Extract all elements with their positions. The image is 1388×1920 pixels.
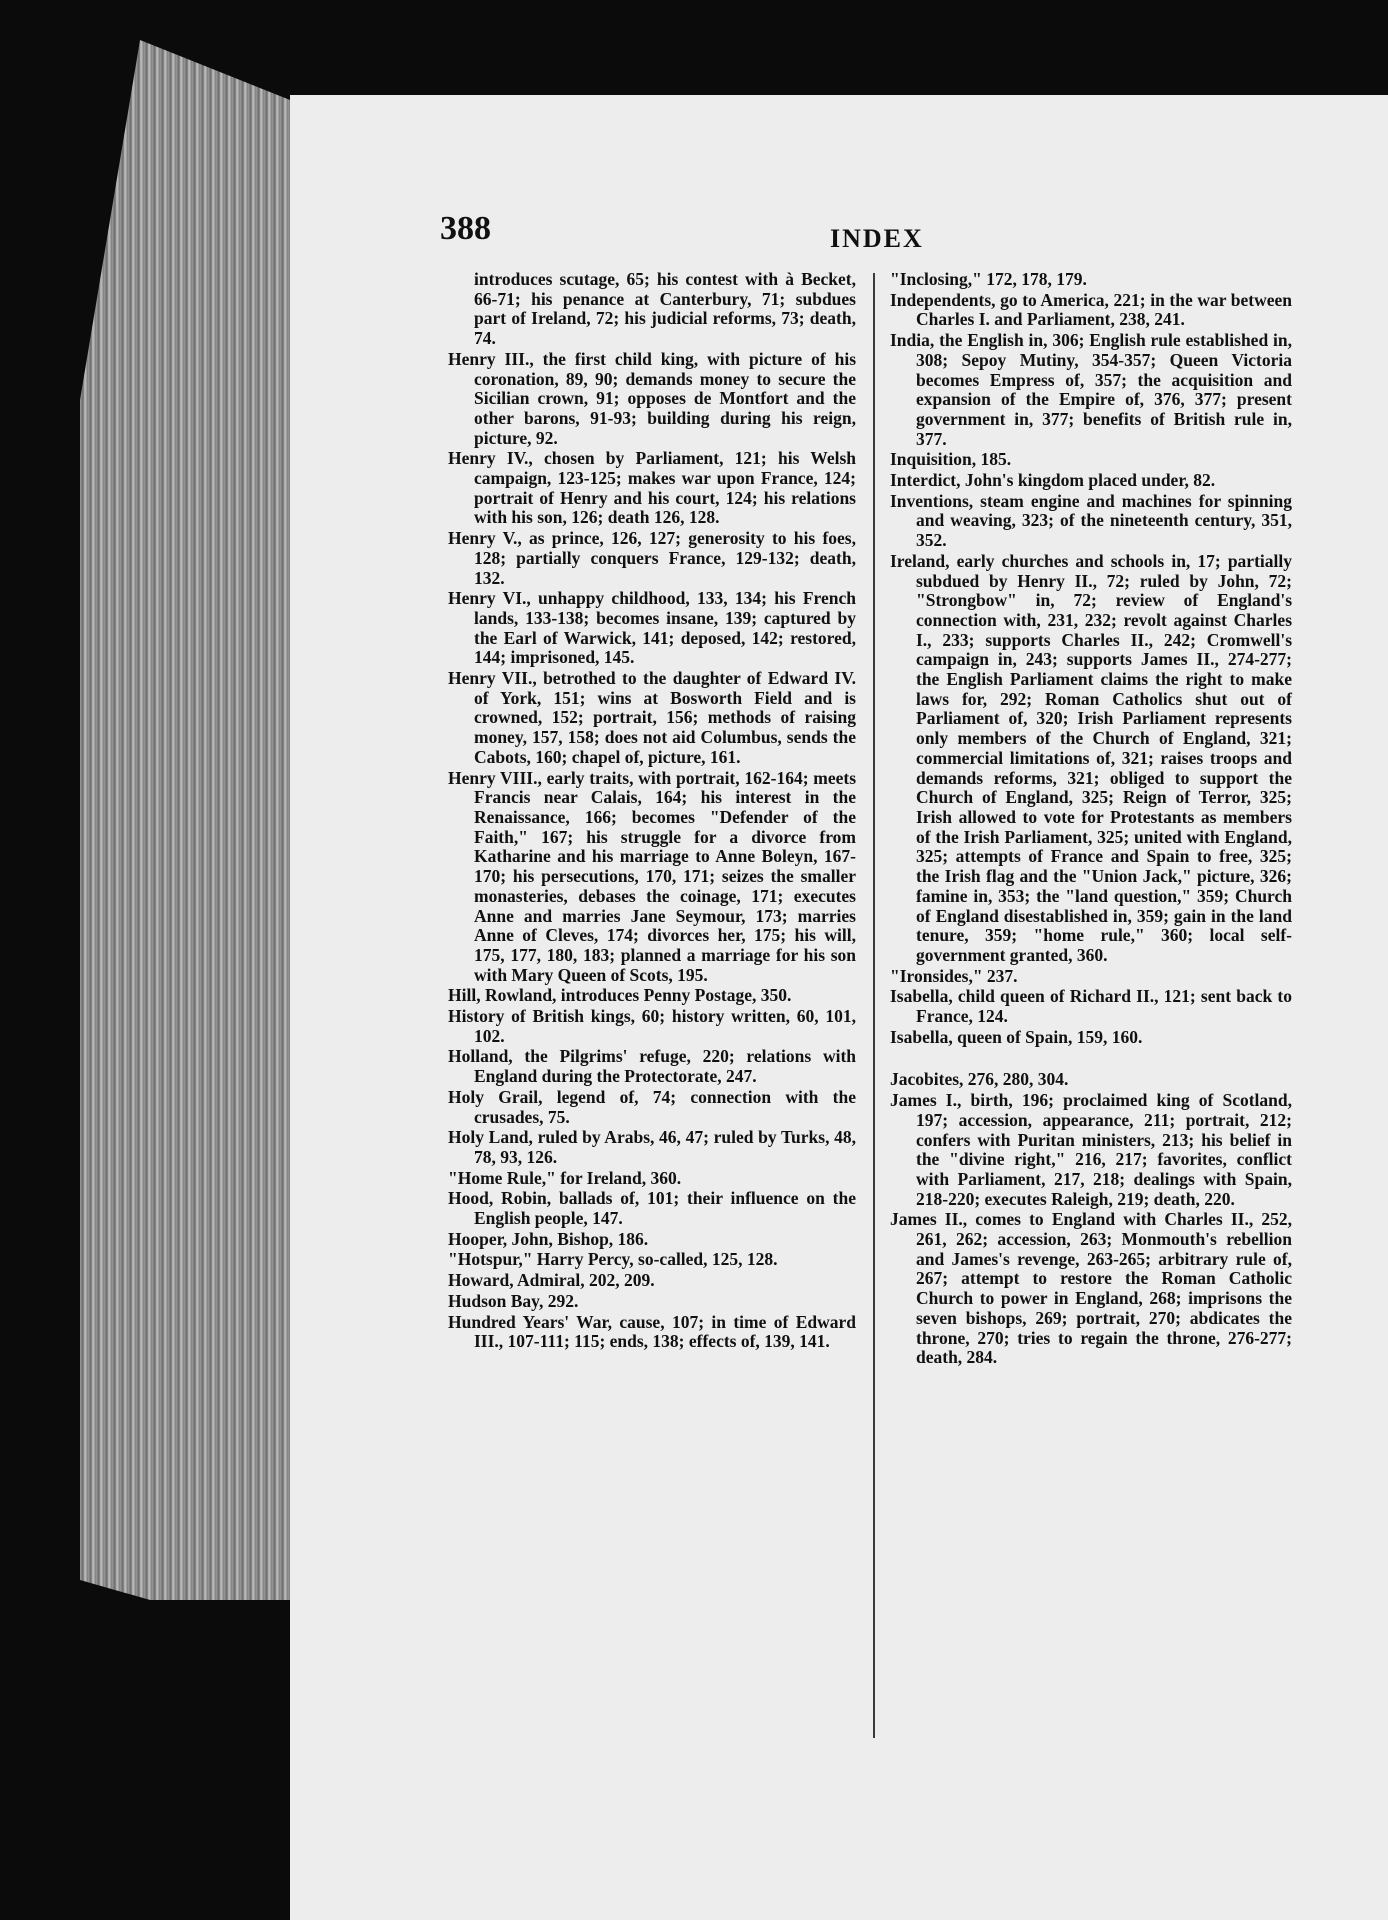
- index-entry: Hooper, John, Bishop, 186.: [448, 1228, 649, 1249]
- index-entry: Henry IV., chosen by Parliament, 121; his Welsh campaign, 123-125; makes war upon France, 124; portrait of Henry and his court, 124; his relations with his son, 126; death 126, 128.: [448, 448, 856, 528]
- index-entry: Inquisition, 185.: [890, 449, 1012, 470]
- letter-section-gap: [890, 1048, 1292, 1070]
- index-entry: "Hotspur," Harry Percy, so-called, 125, 128.: [448, 1249, 778, 1270]
- index-entry: India, the English in, 306; English rule established in, 308; Sepoy Mutiny, 354-357; Queen Victoria becomes Empress of, 357; the acquisition and expansion of the Empire of, 376, 377; present government in, 377; benefits of British rule in, 377.: [890, 330, 1292, 449]
- index-entry: Holland, the Pilgrims' refuge, 220; relations with England during the Protectorate, 247.: [448, 1046, 856, 1087]
- index-entry: Ireland, early churches and schools in, 17; partially subdued by Henry II., 72; ruled by John, 72; "Strongbow" in, 72; review of England's connection with, 231, 232; revolt against Charles I., 233; supports Charles II., 242; Cromwell's campaign in, 243; supports James II., 274-277; the English Parliament claims the right to make laws for, 292; Roman Catholics shut out of Parliament of, 320; Irish Parliament represents only members of the Church of England, 321; commercial limitations of, 321; raises troops and demands reforms, 321; obliged to support the Church of England, 325; Reign of Terror, 325; Irish allowed to vote for Protestants as members of the Irish Parliament, 325; united with England, 325; attempts of France and Spain to free, 325; the Irish flag and the "Union Jack," picture, 326; famine in, 353; the "land question," 359; Church of England disestablished in, 359; gain in the land tenure, 359; "home rule," 360; local self-government granted, 360.: [890, 550, 1292, 965]
- index-entry: Isabella, child queen of Richard II., 121; sent back to France, 124.: [890, 986, 1292, 1027]
- page-header: [440, 210, 1270, 260]
- index-entry: James I., birth, 196; proclaimed king of Scotland, 197; accession, appearance, 211; portrait, 212; confers with Puritan ministers, 213; his belief in the "divine right," 216, 217; favorites, conflict with Parliament, 217, 218; dealings with Spain, 218-220; executes Raleigh, 219; death, 220.: [890, 1090, 1292, 1209]
- index-entry: Holy Land, ruled by Arabs, 46, 47; ruled by Turks, 48, 78, 93, 126.: [448, 1127, 856, 1167]
- index-entry: introduces scutage, 65; his contest with à Becket, 66-71; his penance at Canterbury, 71; subdues part of Ireland, 72; his judicial reforms, 73; death, 74.: [474, 269, 856, 349]
- index-entry: Independents, go to America, 221; in the war between Charles I. and Parliament, 238, 241.: [890, 289, 1292, 330]
- page-number: 388: [440, 210, 491, 247]
- index-entry: Henry VII., betrothed to the daughter of Edward IV. of York, 151; wins at Bosworth Field and is crowned, 152; portrait, 156; methods of raising money, 157, 158; does not aid Columbus, sends the Cabots, 160; chapel of, picture, 161.: [448, 668, 856, 767]
- index-entry: Interdict, John's kingdom placed under, 82.: [890, 470, 1216, 491]
- index-entry: Holy Grail, legend of, 74; connection with the crusades, 75.: [448, 1086, 856, 1127]
- index-entry: Henry VIII., early traits, with portrait, 162-164; meets Francis near Calais, 164; his interest in the Renaissance, 166; becomes "Defender of the Faith," 167; his struggle for a divorce from Katharine and his marriage to Anne Boleyn, 167-170; his persecutions, 170, 171; seizes the smaller monasteries, debases the coinage, 171; executes Anne and marries Jane Seymour, 173; marries Anne of Cleves, 174; divorces her, 175; his will, 175, 177, 180, 183; planned a marriage for his son with Mary Queen of Scots, 195.: [448, 767, 856, 985]
- index-entry: History of British kings, 60; history written, 60, 101, 102.: [448, 1006, 856, 1046]
- index-entry: Hudson Bay, 292.: [448, 1290, 579, 1311]
- index-entry: "Home Rule," for Ireland, 360.: [448, 1167, 682, 1188]
- index-entry: Hill, Rowland, introduces Penny Postage, 350.: [448, 985, 792, 1006]
- running-title: INDEX: [830, 224, 924, 253]
- book-page-edges: [80, 40, 290, 1600]
- index-entry: Henry VI., unhappy childhood, 133, 134; his French lands, 133-138; becomes insane, 139; captured by the Earl of Warwick, 141; deposed, 142; restored, 144; imprisoned, 145.: [448, 588, 856, 668]
- index-column-left: [448, 270, 856, 1353]
- index-entry: Hood, Robin, ballads of, 101; their influence on the English people, 147.: [448, 1188, 856, 1229]
- index-entry: Henry III., the first child king, with picture of his coronation, 89, 90; demands money to secure the Sicilian crown, 91; opposes de Montfort and the other barons, 91-93; building during his reign, picture, 92.: [448, 348, 856, 448]
- index-entry: "Ironsides," 237.: [890, 965, 1018, 986]
- index-column-right: [890, 270, 1292, 1369]
- index-entry: James II., comes to England with Charles II., 252, 261, 262; accession, 263; Monmouth's rebellion and James's revenge, 263-265; arbitrary rule of, 267; attempt to restore the Roman Catholic Church to power in England, 268; imprisons the seven bishops, 269; portrait, 270; abdicates the throne, 270; tries to regain the throne, 276-277; death, 284.: [890, 1209, 1292, 1368]
- index-entry: Howard, Admiral, 202, 209.: [448, 1270, 655, 1291]
- index-entry: Henry V., as prince, 126, 127; generosity to his foes, 128; partially conquers France, 129-132; death, 132.: [448, 528, 856, 588]
- index-entry: Jacobites, 276, 280, 304.: [890, 1069, 1069, 1090]
- index-entry: Hundred Years' War, cause, 107; in time of Edward III., 107-111; 115; ends, 138; effects of, 139, 141.: [448, 1311, 856, 1352]
- index-entry: Isabella, queen of Spain, 159, 160.: [890, 1026, 1143, 1047]
- column-divider: [873, 273, 875, 1738]
- book-page: [290, 95, 1388, 1920]
- index-entry: "Inclosing," 172, 178, 179.: [890, 269, 1087, 289]
- index-entry: Inventions, steam engine and machines for spinning and weaving, 323; of the nineteenth century, 351, 352.: [890, 490, 1292, 551]
